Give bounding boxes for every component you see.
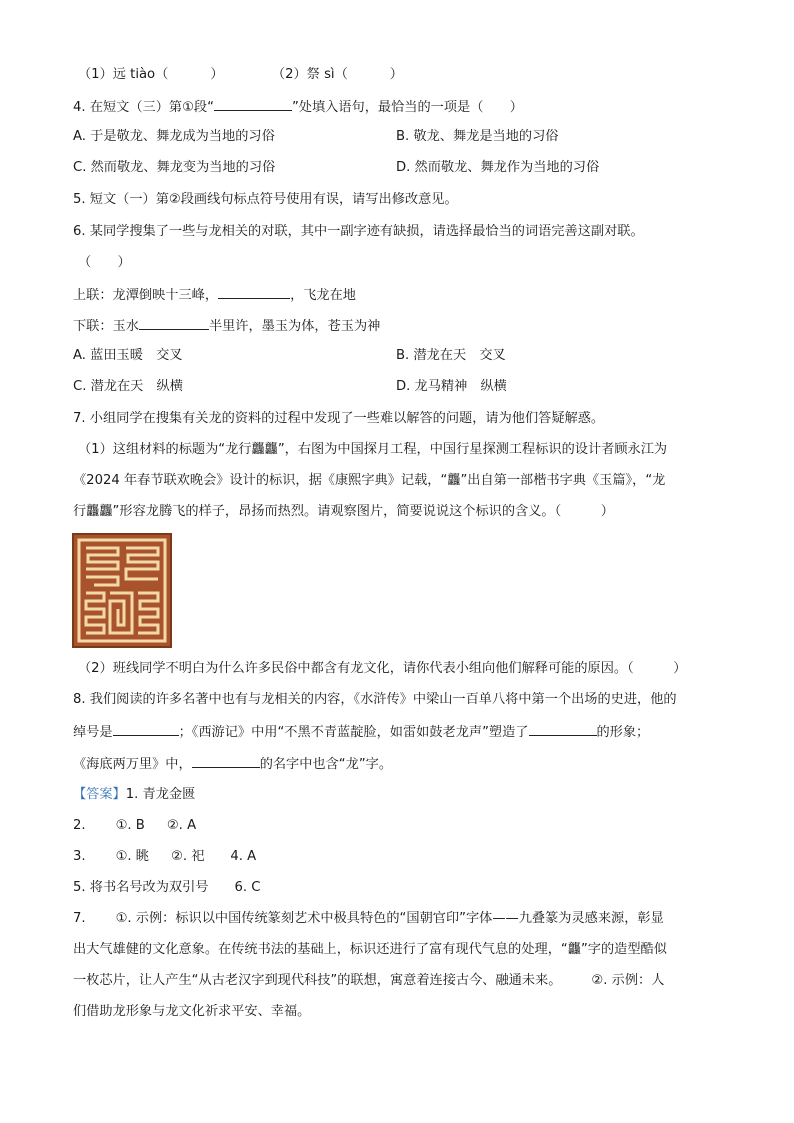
q8-blank-character <box>529 722 597 736</box>
q5-stem: 5. 短文（一）第②段画线句标点符号使用有误，请写出修改意见。 <box>73 192 458 207</box>
q8-line2-a: 绰号是 <box>73 725 113 740</box>
answer-2-1: ①. B <box>115 818 145 833</box>
answer-2-num: 2. <box>73 818 86 833</box>
answer-7-line2: 出大气雄健的文化意象。在传统书法的基础上，标识还进行了富有现代气息的处理，“龘”字的造型酷似 <box>73 942 667 957</box>
answer-7-text3: 一枚芯片，让人产生“从古老汉字到现代科技”的联想，寓意着连接古今、融通未来。 <box>73 973 562 988</box>
answer-row-3 <box>73 848 256 866</box>
q6-option-d: D. 龙马精神 纵横 <box>396 379 507 394</box>
seal-pattern-icon <box>74 535 170 646</box>
q6-paren: （ ） <box>78 255 131 270</box>
q6-lower-suffix: 半里许，墨玉为体，苍玉为神 <box>208 319 381 334</box>
answer-7-text3b: ②. 示例：人 <box>591 973 665 988</box>
q6-lower-couplet <box>73 316 380 336</box>
answer-row-2 <box>73 817 196 835</box>
q8-line3-a: 《海底两万里》中， <box>73 757 192 772</box>
q7-part1-line2: 《2024 年春节联欢晚会》设计的标识，据《康熙字典》记载，“龘”出自第一部楷书字典《玉篇》，“龙 <box>73 473 666 488</box>
answer-row-1 <box>73 786 195 804</box>
q6-lower-prefix: 下联：玉水 <box>73 319 139 334</box>
q7-part1-line3: 行龘龘”形容龙腾飞的样子，昂扬而热烈。请观察图片，简要说说这个标识的含义。（ ） <box>73 504 614 519</box>
q4-option-b: B. 敬龙、舞龙是当地的习俗 <box>396 129 559 144</box>
q6-upper-prefix: 上联：龙潭倒映十三峰， <box>73 288 219 303</box>
answer-7-line4: 们借助龙形象与龙文化祈求平安、幸福。 <box>73 1004 311 1019</box>
q4-stem <box>73 97 523 117</box>
q8-line2-b: ；《西游记》中用“不黑不青蓝靛脸，如雷如鼓老龙声”塑造了 <box>178 725 529 740</box>
q6-option-b: B. 潜龙在天 交叉 <box>396 348 506 363</box>
q3-item2-prefix: （2）祭 sì（ <box>271 67 348 82</box>
q8-line2-c: 的形象； <box>596 725 650 740</box>
q8-line3-b: 的名字中也含“龙”字。 <box>259 757 393 772</box>
q4-option-d: D. 然而敬龙、舞龙作为当地的习俗 <box>396 160 600 175</box>
answer-1: 1. 青龙金匮 <box>125 787 196 802</box>
answer-3-1: ①. 眺 <box>115 849 149 864</box>
q3-fill-row <box>78 66 403 84</box>
answer-6: 6. C <box>234 880 261 895</box>
answer-7-line3 <box>73 972 664 990</box>
q6-upper-blank <box>218 285 290 299</box>
q6-upper-suffix: ，飞龙在地 <box>290 288 356 303</box>
answer-7-num: 7. <box>73 911 86 926</box>
answer-7-text1: ①. 示例：标识以中国传统篆刻艺术中极具特色的“国朝官印”字体——九叠篆为灵感来源，彰显 <box>115 911 664 926</box>
q8-blank-nickname <box>113 722 179 736</box>
q8-line2 <box>73 722 649 742</box>
answer-3-2: ②. 祀 <box>171 849 205 864</box>
q7-part2: （2）班线同学不明白为什么许多民俗中都含有龙文化，请你代表小组向他们解释可能的原因。（ ） <box>78 661 687 676</box>
q8-line3 <box>73 754 392 774</box>
q8-line1: 8. 我们阅读的许多名著中也有与龙相关的内容，《水浒传》中梁山一百单八将中第一个出场的史进，他的 <box>73 692 677 707</box>
answer-3-num: 3. <box>73 849 86 864</box>
q4-option-c: C. 然而敬龙、舞龙变为当地的习俗 <box>73 160 276 175</box>
answer-row-5 <box>73 879 260 897</box>
answer-7-line1 <box>73 910 664 928</box>
q4-prefix: 4. 在短文（三）第①段“ <box>73 100 214 115</box>
q4-suffix: ”处填入语句，最恰当的一项是（ ） <box>291 100 523 115</box>
answer-2-2: ②. A <box>166 818 197 833</box>
q6-upper-couplet <box>73 285 356 305</box>
q6-option-a: A. 蓝田玉暖 交叉 <box>73 348 183 363</box>
q7-part1-line1: （1）这组材料的标题为“龙行龘龘”，右图为中国探月工程，中国行星探测工程标识的设计者顾永江为 <box>78 442 668 457</box>
spring-festival-logo-seal <box>72 533 172 648</box>
q6-lower-blank <box>139 316 209 330</box>
q4-blank <box>214 97 292 111</box>
q3-item2-suffix: ） <box>389 67 403 82</box>
q8-blank-name <box>192 754 260 768</box>
q4-option-a: A. 于是敬龙、舞龙成为当地的习俗 <box>73 129 275 144</box>
q6-stem: 6. 某同学搜集了一些与龙相关的对联，其中一副字迹有缺损，请选择最恰当的词语完善这副对联。 <box>73 224 644 239</box>
answer-tag: 【答案】 <box>73 787 126 802</box>
q7-stem: 7. 小组同学在搜集有关龙的资料的过程中发现了一些难以解答的问题，请为他们答疑解惑。 <box>73 411 605 426</box>
q6-option-c: C. 潜龙在天 纵横 <box>73 379 183 394</box>
q3-item1-prefix: （1）远 tiào（ <box>78 67 169 82</box>
q3-item1-suffix: ） <box>210 67 224 82</box>
answer-4: 4. A <box>230 849 257 864</box>
answer-5: 5. 将书名号改为双引号 <box>73 880 209 895</box>
